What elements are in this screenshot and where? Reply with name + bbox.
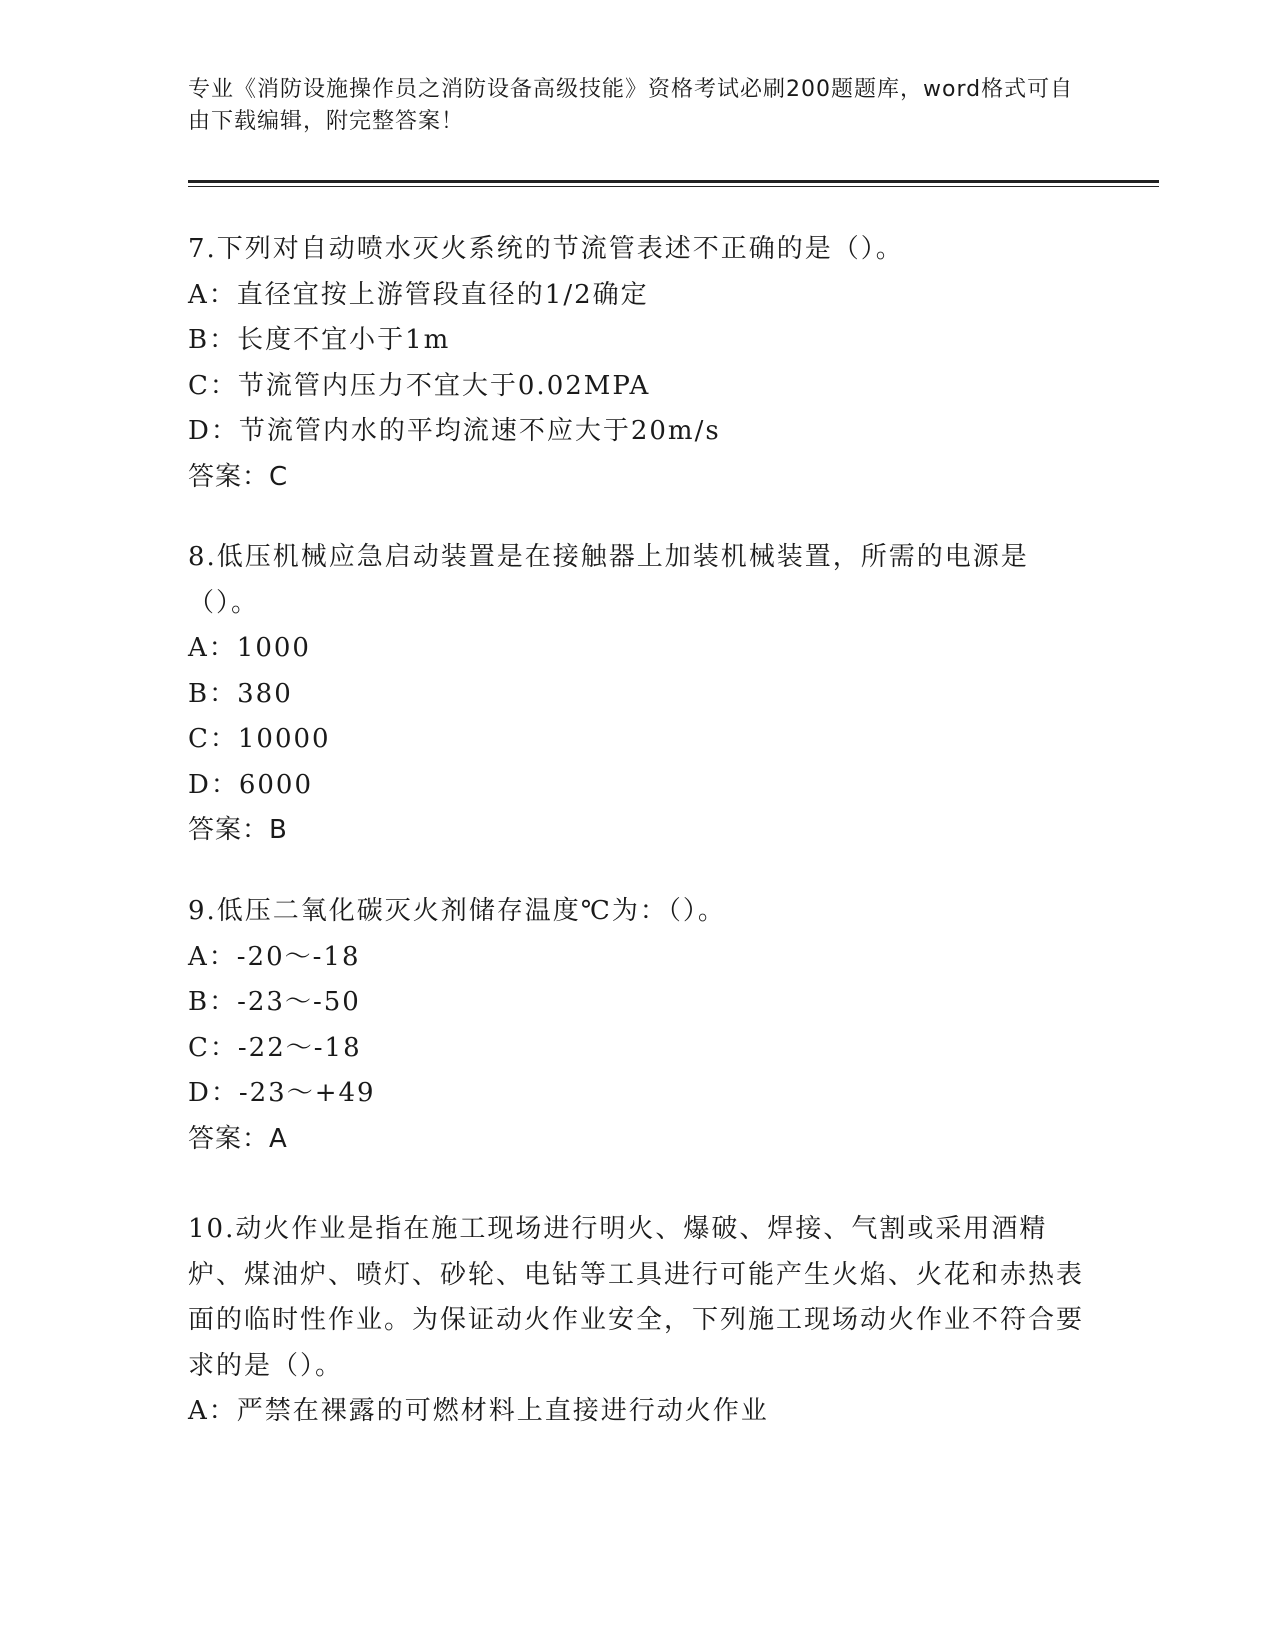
question-text: 8.低压机械应急启动装置是在接触器上加装机械装置，所需的电源是（）。 — [188, 542, 1029, 618]
question-7 — [188, 227, 1088, 500]
option-b: B：380 — [188, 678, 293, 709]
option-d: D：节流管内水的平均流速不应大于20m/s — [188, 416, 721, 446]
question-10 — [188, 1207, 1088, 1435]
document-header: 专业《消防设施操作员之消防设备高级技能》资格考试必刷200题题库，word格式可自由下载编辑，附完整答案！ — [188, 77, 1074, 134]
option-b: B：-23～-50 — [188, 987, 361, 1017]
question-text: 10.动火作业是指在施工现场进行明火、爆破、焊接、气割或采用酒精炉、煤油炉、喷灯、砂轮、电钻等工具进行可能产生火焰、火花和赤热表面的临时性作业。为保证动火作业安全，下列施工现场动火作业不符合要求的是（）。 — [188, 1214, 1085, 1381]
answer: 答案：A — [188, 1123, 288, 1154]
question-text: 9.低压二氧化碳灭火剂储存温度℃为：（）。 — [188, 896, 726, 926]
option-a: A：1000 — [188, 633, 311, 663]
option-a: A：直径宜按上游管段直径的1/2确定 — [188, 279, 649, 310]
question-8 — [188, 535, 1088, 854]
header-divider-thin — [188, 186, 1159, 187]
option-c: C：10000 — [188, 724, 331, 754]
header-divider-thick — [188, 180, 1159, 183]
option-d: D：6000 — [188, 769, 314, 800]
option-c: C：-22～-18 — [188, 1032, 362, 1063]
option-a: A：-20～-18 — [188, 941, 361, 972]
question-9 — [188, 889, 1088, 1162]
option-b: B：长度不宜小于1m — [188, 325, 451, 355]
answer: 答案：C — [188, 461, 289, 492]
question-text: 7.下列对自动喷水灭火系统的节流管表述不正确的是（）。 — [188, 234, 904, 264]
option-c: C：节流管内压力不宜大于0.02MPA — [188, 370, 651, 401]
option-a: A：严禁在裸露的可燃材料上直接进行动火作业 — [188, 1396, 769, 1426]
option-d: D：-23～+49 — [188, 1078, 376, 1108]
answer: 答案：B — [188, 815, 288, 845]
